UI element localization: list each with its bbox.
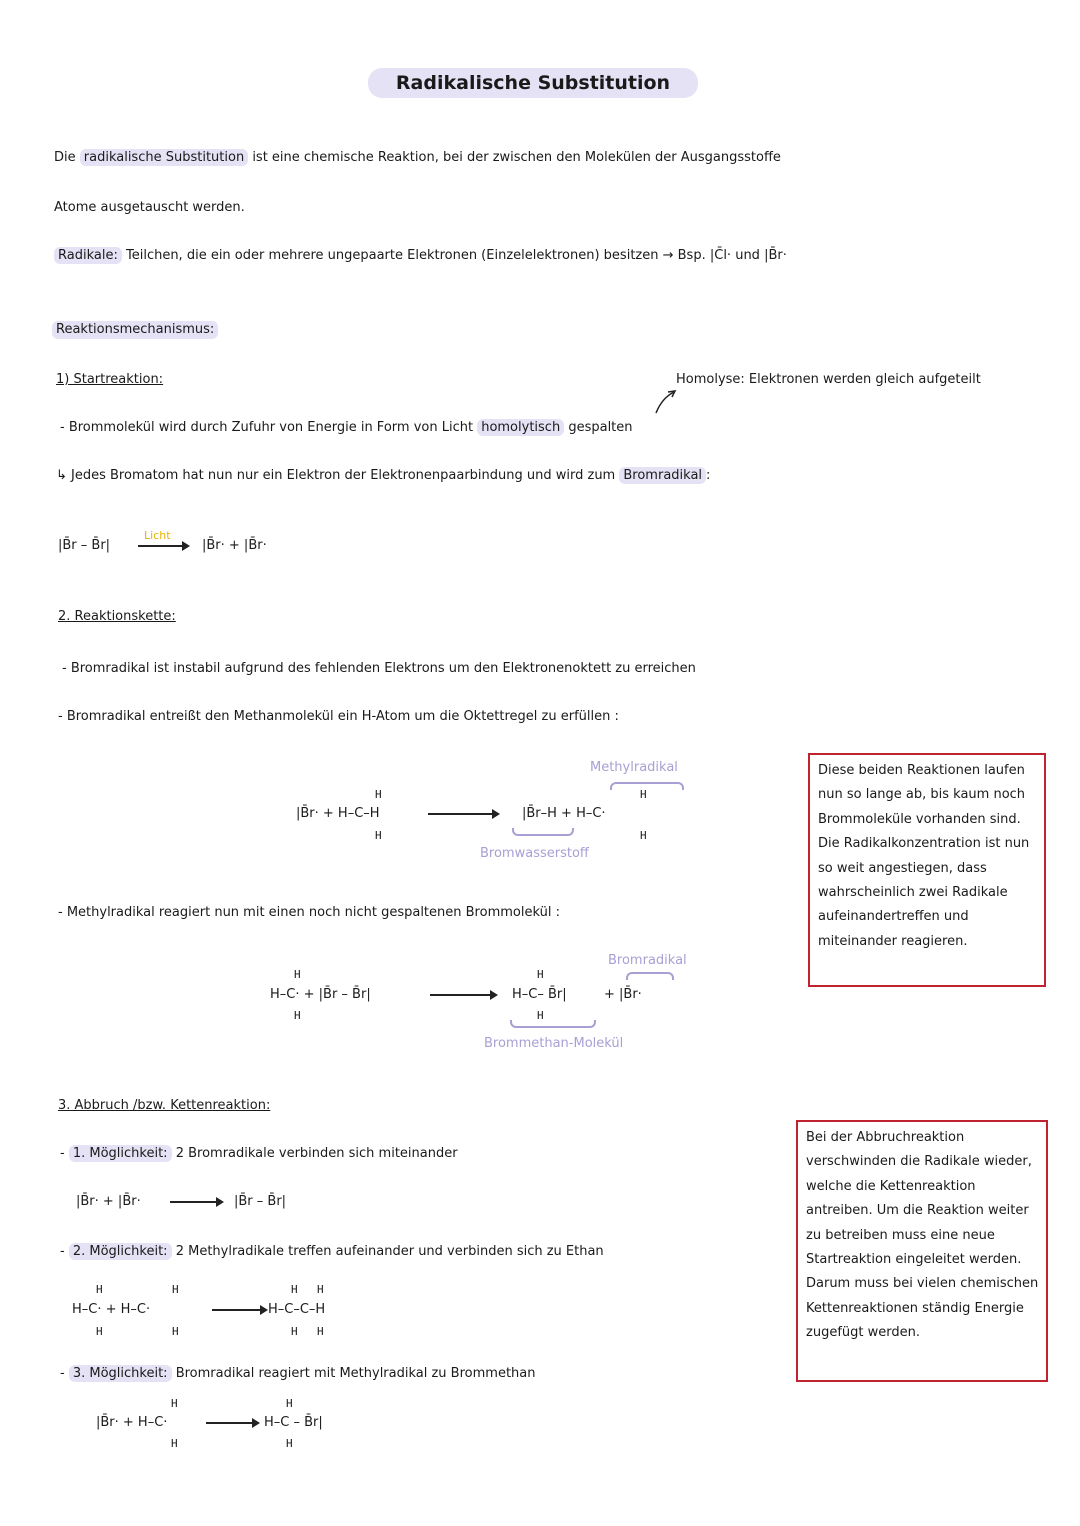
intro-prefix: Die [54,150,80,165]
brace-brommethan [510,1020,596,1028]
termination-heading: 3. Abbruch /bzw. Kettenreaktion: [58,1098,271,1113]
label-methylradikal: Methylradikal [590,760,678,775]
note-box-chain: Diese beiden Reaktionen laufen nun so lange ab, bis kaum noch Brommoleküle vorhanden sind. Die Radikalkonzentration ist nun so weit angestiegen, dass wahrscheinlich zwei Radikale aufeinandertreffen und miteinander reagieren. [808,753,1046,987]
eq2-right-plus: + |B̄r· [604,987,642,1002]
p1-left: |B̄r· + |B̄r· [76,1194,141,1209]
term-bromradikal: Bromradikal [619,467,706,484]
homolyse-pointer-arrow [650,388,680,416]
reaction-arrow [430,994,496,996]
possibility-2-text: 2 Methylradikale treffen aufeinander und verbinden sich zu Ethan [175,1244,604,1259]
h-atom: H [294,1009,301,1022]
label-bromwasserstoff: Bromwasserstoff [480,846,589,861]
possibility-3: - 3. Möglichkeit: Bromradikal reagiert mit Methylradikal zu Brommethan [60,1366,536,1381]
h-atom: H [294,968,301,981]
page-title: Radikalische Substitution [368,68,698,98]
h-atom: H [640,829,647,842]
chain-bullet-3: - Methylradikal reagiert nun mit einen noch nicht gespaltenen Brommolekül : [58,905,560,920]
chain-bullet-2: - Bromradikal entreißt den Methanmolekül ein H-Atom um die Oktettregel zu erfüllen : [58,709,619,724]
h-atom: H [537,1009,544,1022]
h-atom: H [375,829,382,842]
h-atom: H [317,1283,324,1296]
h-atom: H [286,1437,293,1450]
h-atom: H [291,1325,298,1338]
intro-suffix: ist eine chemische Reaktion, bei der zwischen den Molekülen der Ausgangsstoffe [248,150,781,165]
h-atom: H [286,1397,293,1410]
intro-line-2: Atome ausgetauscht werden. [54,200,245,215]
possibility-3-label: 3. Möglichkeit: [69,1365,172,1382]
possibility-3-text: Bromradikal reagiert mit Methylradikal zu Brommethan [175,1366,536,1381]
example-bromine-radical: |B̄r· [764,248,787,263]
possibility-2-label: 2. Möglichkeit: [69,1243,172,1260]
radikale-definition [54,248,787,264]
reaction-arrow [428,813,498,815]
p2-left: H–C· + H–C· [72,1302,151,1317]
eq1-left: |B̄r· + H–C–H [296,806,380,821]
term-homolytisch: homolytisch [477,419,564,436]
possibility-1-text: 2 Bromradikale verbinden sich miteinander [175,1146,458,1161]
start-heading: 1) Startreaktion: [56,372,164,387]
h-atom: H [171,1437,178,1450]
reaction-arrow [138,545,188,547]
reaction-arrow [206,1422,258,1424]
h-atom: H [96,1283,103,1296]
h-atom: H [96,1325,103,1338]
brace-bromradikal [626,972,674,980]
homolyse-note: Homolyse: Elektronen werden gleich aufgeteilt [676,372,981,387]
start-equation-right: |B̄r· + |B̄r· [202,538,267,553]
licht-condition: Licht [144,529,171,542]
brace-bromwasserstoff [512,828,574,836]
term-radikale: Radikale: [54,247,122,264]
label-brommethan: Brommethan-Molekül [484,1036,624,1051]
possibility-1: - 1. Möglichkeit: 2 Bromradikale verbinden sich miteinander [60,1146,458,1161]
p3-right: H–C – B̄r| [264,1415,323,1430]
h-atom: H [172,1325,179,1338]
eq2-left: H–C· + |B̄r – B̄r| [270,987,371,1002]
intro-line-1 [54,150,781,166]
term-radikalische-substitution: radikalische Substitution [80,149,248,166]
start-bullet-2 [56,468,710,484]
p2-right: H–C–C–H [268,1302,326,1317]
h-atom: H [537,968,544,981]
brace-methylradikal [610,782,684,790]
reaction-arrow [212,1309,266,1311]
chain-heading: 2. Reaktionskette: [58,609,176,624]
start-bullet-1-pre: - Brommolekül wird durch Zufuhr von Energie in Form von Licht [60,420,474,435]
start-bullet-2-post: : [706,468,711,483]
chain-bullet-1: - Bromradikal ist instabil aufgrund des fehlenden Elektrons um den Elektronenoktett zu erreichen [62,661,696,676]
start-equation-left: |B̄r – B̄r| [58,538,111,553]
und-text: und [735,248,760,263]
eq2-right-main: H–C– B̄r| [512,987,567,1002]
h-atom: H [291,1283,298,1296]
h-atom: H [171,1397,178,1410]
eq1-right: |B̄r–H + H–C· [522,806,606,821]
reaction-arrow [170,1201,222,1203]
possibility-2: - 2. Möglichkeit: 2 Methylradikale treffen aufeinander und verbinden sich zu Ethan [60,1244,604,1259]
start-bullet-1-post: gespalten [568,420,633,435]
h-atom: H [317,1325,324,1338]
h-atom: H [172,1283,179,1296]
h-atom: H [640,788,647,801]
p1-right: |B̄r – B̄r| [234,1194,287,1209]
label-bromradikal: Bromradikal [608,953,687,968]
p3-left: |B̄r· + H–C· [96,1415,168,1430]
note-box-termination: Bei der Abbruchreaktion verschwinden die Radikale wieder, welche die Kettenreaktion antreiben. Um die Reaktion weiter zu betreiben muss eine neue Startreaktion eingeleitet werden. Darum muss bei vielen chemischen Kettenreaktionen ständig Energie zugefügt werden. [796,1120,1048,1382]
start-bullet-1 [60,420,633,436]
start-bullet-2-pre: ↳ Jedes Bromatom hat nun nur ein Elektron der Elektronenpaarbindung und wird zum [56,468,616,483]
possibility-1-label: 1. Möglichkeit: [69,1145,172,1162]
h-atom: H [375,788,382,801]
radikale-text: Teilchen, die ein oder mehrere ungepaarte Elektronen (Einzelelektronen) besitzen → Bsp. [125,248,706,263]
example-chlorine-radical: |C̄l· [709,248,732,263]
mechanism-heading: Reaktionsmechanismus: [52,321,218,339]
